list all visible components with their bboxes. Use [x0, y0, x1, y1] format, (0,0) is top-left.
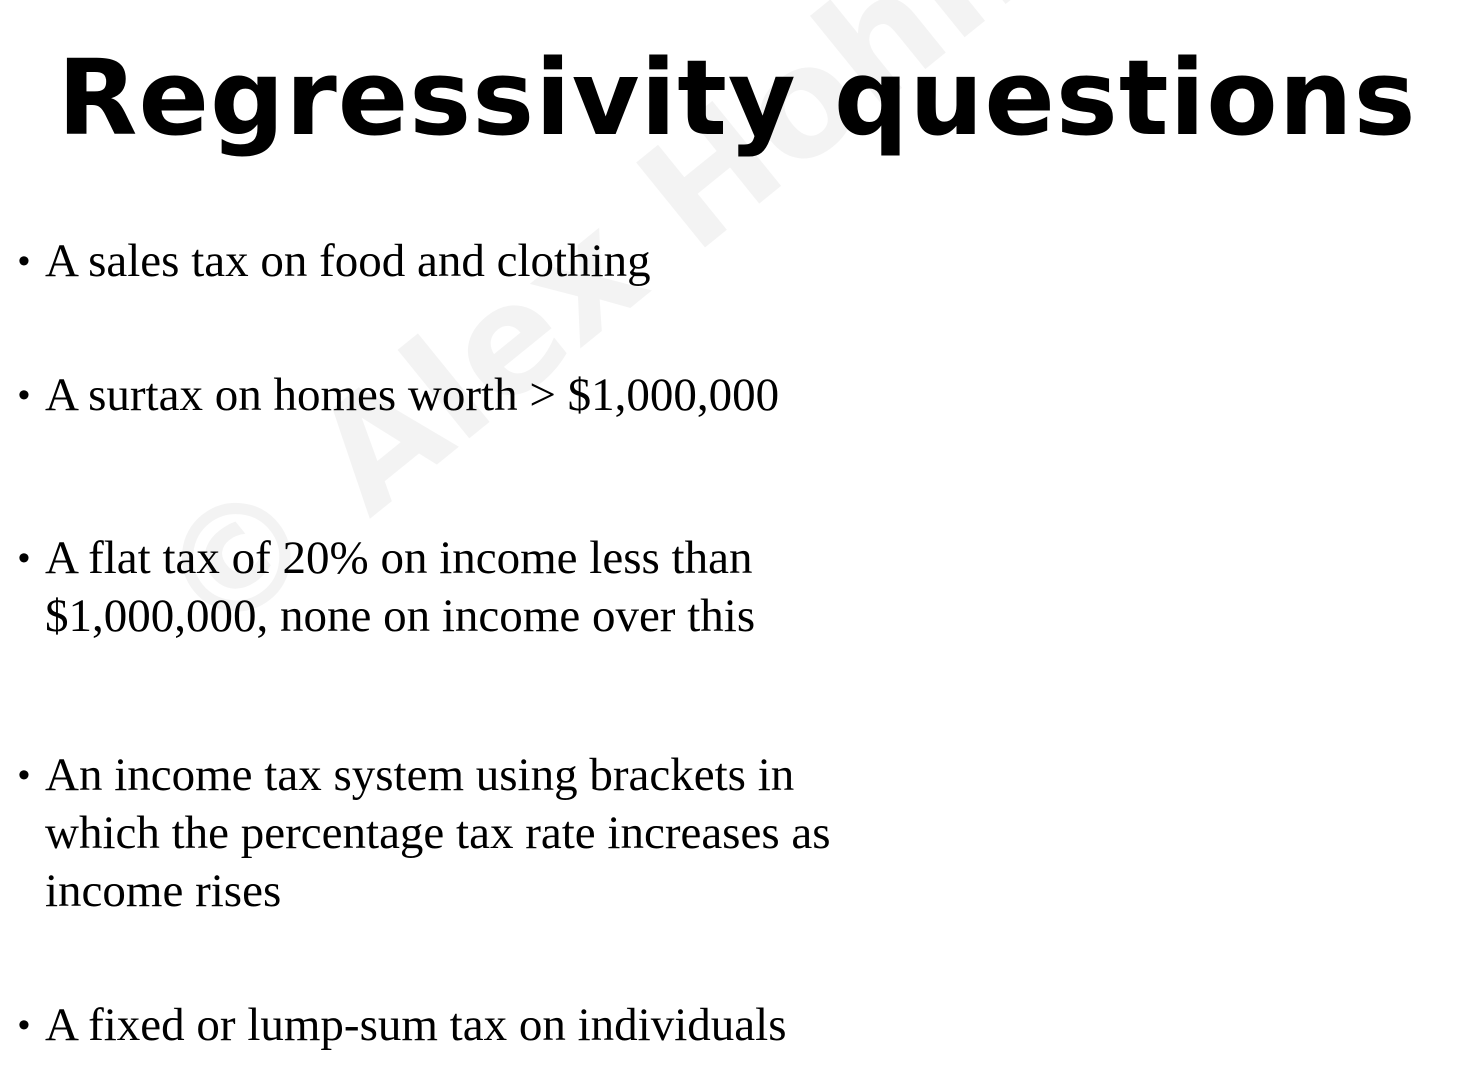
bullet-marker: •: [18, 242, 30, 280]
bullet-marker: •: [18, 376, 30, 414]
bullet-text: A surtax on homes worth > $1,000,000: [45, 369, 780, 421]
bullet-marker: •: [18, 539, 30, 577]
bullet-marker: •: [18, 1006, 30, 1044]
bullet-item: [18, 529, 918, 645]
bullet-item: [18, 746, 978, 920]
bullet-text: A flat tax of 20% on income less than $1,000,000, none on income over this: [45, 532, 756, 642]
bullet-text: A sales tax on food and clothing: [45, 235, 651, 287]
bullet-text: A fixed or lump-sum tax on individuals: [45, 999, 787, 1051]
bullet-item: [18, 366, 779, 424]
bullet-marker: •: [18, 756, 30, 794]
slide-title: Regressivity questions: [57, 37, 1417, 159]
bullet-item: [18, 232, 651, 290]
bullet-text: An income tax system using brackets in which the percentage tax rate increases as income rises: [45, 749, 831, 917]
bullet-item: [18, 996, 787, 1054]
